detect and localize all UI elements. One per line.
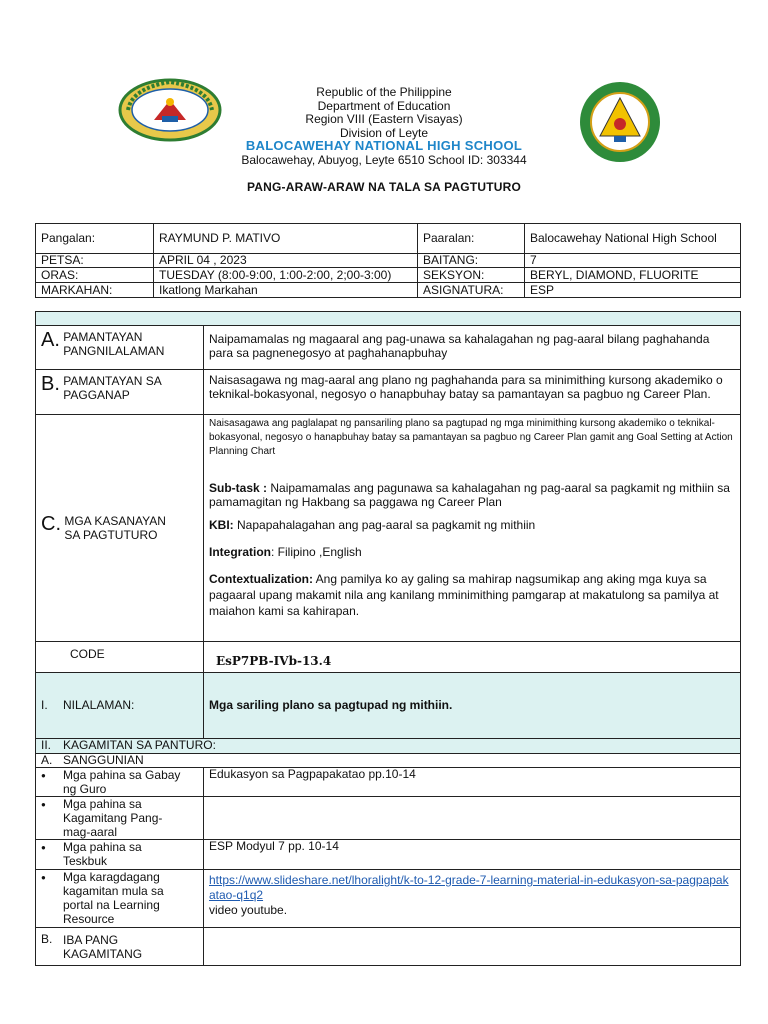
content-label: NILALAMAN: [63,698,135,712]
header-region: Region VIII (Eastern Visayas) [305,112,463,126]
document-header [0,0,768,200]
bullet-icon: ● [41,771,46,780]
info-label-school: Paaralan: [418,224,525,254]
row-code [36,642,741,673]
row-textbook [36,840,741,870]
info-value-name: RAYMUND P. MATIVO [154,224,418,254]
integration-text: : Filipino ,English [271,545,362,559]
performance-standard-text: Naisasagawa ng mag-aaral ang plano ng paghahanda para sa minimithing kursong akademiko o teknikal-bokasyonal, negosyo o hanapbuhay batay sa pamantayan sa pagbuo ng Career Plan. [204,370,741,415]
teacher-guide-label-cell [36,768,204,797]
section-letter-a: A. [41,329,60,351]
header-department: Department of Education [317,99,451,113]
contextualization-paragraph [209,571,735,619]
header-division: Division of Leyte [339,126,429,140]
content-label-cell [36,673,204,739]
code-value: EsP7PB-IVb-13.4 [216,654,332,668]
teacher-guide-value: Edukasyon sa Pagpapakatao pp.10-14 [204,768,741,797]
content-standard-label-cell [36,326,204,370]
contextualization-label: Contextualization: [209,572,313,586]
header-republic: Republic of the Philippine [316,85,452,99]
learner-material-value [204,797,741,840]
info-value-quarter: Ikatlong Markahan [154,283,418,298]
bullet-icon: ● [41,800,46,809]
integration-label: Integration [209,545,271,559]
section-letter-c: C. [41,513,61,535]
school-address: Balocawehay, Abuyog, Leyte 6510 School ID: 303344 [241,153,527,167]
row-materials-heading [36,739,741,754]
subtask-paragraph [209,481,735,509]
content-standard-label: PAMANTAYAN PANGNILALAMAN [63,330,165,358]
kbi-paragraph [209,519,735,532]
school-name: BALOCAWEHAY NATIONAL HIGH SCHOOL [245,138,523,153]
kbi-label: KBI: [209,518,234,532]
info-row [36,283,741,298]
row-content-standard [36,326,741,370]
info-value-subject: ESP [525,283,741,298]
code-label: CODE [36,642,204,673]
section-letter-b: B. [41,373,60,395]
additional-materials-label: Mga karagdagang kagamitan mula sa portal na Learning Resource [63,870,164,926]
references-letter: A. [41,753,53,767]
row-learning-competencies [36,415,741,642]
competencies-label-cell [36,415,204,642]
materials-number: II. [41,738,52,752]
references-heading-cell [36,754,741,768]
textbook-label: Mga pahina sa Teskbuk [63,840,142,868]
info-value-grade: 7 [525,254,741,268]
info-label-name: Pangalan: [36,224,154,254]
teal-spacer-row [36,312,741,326]
code-value-cell [204,642,741,673]
performance-standard-label-cell [36,370,204,415]
subtask-label: Sub-task : [209,481,268,495]
other-materials-label-cell [36,928,204,966]
info-row [36,224,741,254]
textbook-label-cell [36,840,204,870]
row-references-heading [36,754,741,768]
competencies-cell [204,415,741,642]
info-value-date: APRIL 04 , 2023 [154,254,418,268]
content-standard-text: Naipamamalas ng magaaral ang pag-unawa sa kahalagahan ng pag-aaral bilang paghahanda para sa pagnenegosyo at paghahanapbuhay [204,326,741,370]
content-text: Mga sariling plano sa pagtupad ng mithiin. [204,673,741,739]
bullet-icon: ● [41,873,46,882]
additional-materials-extra: video youtube. [209,903,288,917]
performance-standard-label: PAMANTAYAN SA PAGGANAP [63,374,162,402]
other-materials-value [204,928,741,966]
row-additional-materials [36,870,741,928]
teal-spacer [36,312,741,326]
bullet-icon: ● [41,843,46,852]
competencies-text: Naisasagawa ang paglalapat ng pansariling plano sa pagtupad ng mga minimithing kursong akademiko o teknikal-bokasyonal, negosyo o hanapbuhay batay sa pamantayan sa pagbuo ng Career Plan gamit ang Goal Setting at Action Planning Chart [209,418,733,457]
competencies-label: MGA KASANAYAN SA PAGTUTURO [64,514,166,542]
teacher-info-table [35,223,741,298]
info-row [36,268,741,283]
learner-material-label-cell [36,797,204,840]
teacher-guide-label: Mga pahina sa Gabay ng Guro [63,768,181,796]
row-learner-material [36,797,741,840]
learner-material-label: Mga pahina sa Kagamitang Pang-mag-aaral [63,797,163,839]
info-row [36,254,741,268]
slideshare-link[interactable]: https://www.slideshare.net/lhoralight/k-to-12-grade-7-learning-material-in-edukasyon-sa-pagpapakatao-q1q2 [209,873,729,902]
other-materials-label: IBA PANG KAGAMITANG [63,932,143,961]
info-value-time: TUESDAY (8:00-9:00, 1:00-2:00, 2;00-3:00) [154,268,418,283]
info-value-school: Balocawehay National High School [525,224,741,254]
info-label-grade: BAITANG: [418,254,525,268]
lesson-plan-table [35,311,741,966]
info-value-section: BERYL, DIAMOND, FLUORITE [525,268,741,283]
additional-materials-label-cell [36,870,204,928]
content-number: I. [41,698,48,712]
row-other-materials [36,928,741,966]
contextualization-text: Ang pamilya ko ay galing sa mahirap nagsumikap ang aking mga kuya sa pagaaral upang makamit nila ang kanilang mminimithing pamgarap at makatulong sa pamilya at maiahon kami sa kahirapan. [209,572,719,618]
info-label-quarter: MARKAHAN: [36,283,154,298]
subtask-text: Naipamamalas ang pagunawa sa kahalagahan ng pag-aaral sa pagkamit ng mithiin sa pamamagitan ng Hakbang sa paggawa ng Career Plan [209,481,730,509]
info-label-section: SEKSYON: [418,268,525,283]
additional-materials-cell [204,870,741,928]
integration-paragraph [209,546,735,559]
materials-heading-cell [36,739,741,754]
row-teacher-guide [36,768,741,797]
row-content [36,673,741,739]
other-materials-letter: B. [41,931,53,946]
kbi-text: Napapahalagahan ang pag-aaral sa pagkamit ng mithiin [233,518,536,532]
textbook-value: ESP Modyul 7 pp. 10-14 [204,840,741,870]
materials-heading: KAGAMITAN SA PANTURO: [63,738,216,752]
info-label-time: ORAS: [36,268,154,283]
references-heading: SANGGUNIAN [63,753,144,767]
document-title: PANG-ARAW-ARAW NA TALA SA PAGTUTURO [246,180,522,194]
info-label-subject: ASIGNATURA: [418,283,525,298]
info-label-date: PETSA: [36,254,154,268]
row-performance-standard [36,370,741,415]
